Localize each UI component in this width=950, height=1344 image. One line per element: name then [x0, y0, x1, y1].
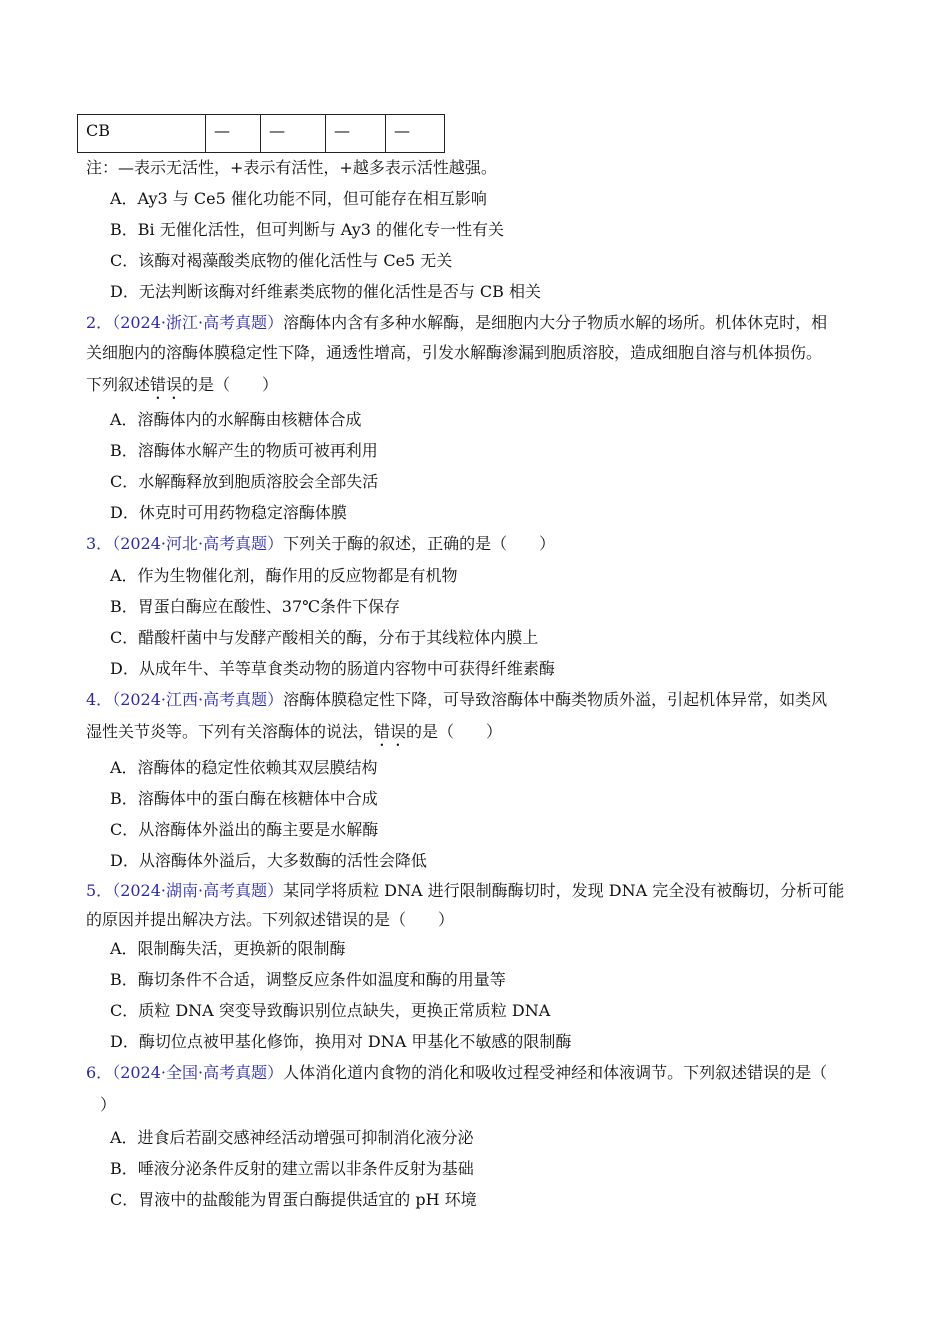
q4-stem-line1	[86, 690, 827, 710]
q3-option-d: D．从成年牛、羊等草食类动物的肠道内容物中可获得纤维素酶	[110, 659, 555, 678]
q4-option-a: A．溶酶体的稳定性依赖其双层膜结构	[110, 758, 378, 777]
q4-text: 溶酶体膜稳定性下降，可导致溶酶体中酶类物质外溢，引起机体异常，如类风	[283, 690, 828, 709]
q6-stem-line2: ）	[100, 1095, 117, 1114]
q6-number: 6．	[86, 1063, 113, 1082]
q6-option-c: C．胃液中的盐酸能为胃蛋白酶提供适宜的 pH 环境	[110, 1190, 477, 1209]
q5-option-d: D．酶切位点被甲基化修饰，换用对 DNA 甲基化不敏感的限制酶	[110, 1032, 572, 1051]
q2-stem-line3	[86, 375, 278, 403]
q2-text: 溶酶体内含有多种水解酶，是细胞内大分子物质水解的场所。机体休克时，相	[283, 313, 828, 332]
q4-option-d: D．从溶酶体外溢后，大多数酶的活性会降低	[110, 851, 427, 870]
q4-source: （2024·江西·高考真题）	[112, 690, 284, 709]
q3-number: 3．	[86, 534, 113, 553]
q2-option-a: A．溶酶体内的水解酶由核糖体合成	[110, 410, 362, 429]
table-cell: —	[326, 115, 386, 153]
q6-option-a: A．进食后若副交感神经活动增强可抑制消化液分泌	[110, 1128, 474, 1147]
table-cell: —	[386, 115, 445, 153]
table-row	[78, 115, 445, 153]
q4-stem-text: 湿性关节炎等。下列有关溶酶体的说法，	[86, 722, 375, 741]
q6-stem-line1	[86, 1063, 827, 1083]
q2-stem-line1	[86, 313, 827, 333]
q4-stem-line2	[86, 722, 502, 750]
q4-option-c: C．从溶酶体外溢出的酶主要是水解酶	[110, 820, 379, 839]
q2-stem-tail: 的是（ ）	[182, 375, 279, 394]
q5-option-a: A．限制酶失活，更换新的限制酶	[110, 939, 346, 958]
table-cell: CB	[78, 115, 206, 153]
q5-stem-line2: 的原因并提出解决方法。下列叙述错误的是（ ）	[86, 910, 455, 929]
q5-number: 5．	[86, 881, 113, 900]
q6-option-b: B．唾液分泌条件反射的建立需以非条件反射为基础	[110, 1159, 474, 1178]
q2-option-d: D．休克时可用药物稳定溶酶体膜	[110, 503, 347, 522]
q3-option-c: C．醋酸杆菌中与发酵产酸相关的酶，分布于其线粒体内膜上	[110, 628, 539, 647]
q5-stem-line1	[86, 881, 844, 901]
q2-emphasis: 错误	[150, 375, 183, 394]
q2-option-c: C．水解酶释放到胞质溶胶会全部失活	[110, 472, 379, 491]
table-cell: —	[206, 115, 261, 153]
q5-option-b: B．酶切条件不合适，调整反应条件如温度和酶的用量等	[110, 970, 506, 989]
q3-stem-line1	[86, 534, 555, 554]
q5-source: （2024·湖南·高考真题）	[112, 881, 284, 900]
q3-option-b: B．胃蛋白酶应在酸性、37℃条件下保存	[110, 597, 401, 616]
q3-source: （2024·河北·高考真题）	[112, 534, 284, 553]
q3-option-a: A．作为生物催化剂，酶作用的反应物都是有机物	[110, 566, 458, 585]
q2-number: 2．	[86, 313, 113, 332]
q2-stem-text: 下列叙述	[86, 375, 151, 394]
q1-option-a: A．Ay3 与 Ce5 催化功能不同，但可能存在相互影响	[110, 189, 487, 208]
q1-option-d: D．无法判断该酶对纤维素类底物的催化活性是否与 CB 相关	[110, 282, 542, 301]
q4-number: 4．	[86, 690, 113, 709]
q3-text: 下列关于酶的叙述，正确的是（ ）	[283, 534, 556, 553]
q6-text: 人体消化道内食物的消化和吸收过程受神经和体液调节。下列叙述错误的是（	[283, 1063, 828, 1082]
q4-stem-tail: 的是（ ）	[406, 722, 503, 741]
activity-table	[77, 114, 445, 153]
q4-emphasis: 错误	[374, 722, 407, 741]
q2-source: （2024·浙江·高考真题）	[112, 313, 284, 332]
q1-option-c: C．该酶对褐藻酸类底物的催化活性与 Ce5 无关	[110, 251, 453, 270]
q2-stem-line2: 关细胞内的溶酶体膜稳定性下降，通透性增高，引发水解酶渗漏到胞质溶胶，造成细胞自溶与机体损伤。	[86, 343, 823, 362]
q5-option-c: C．质粒 DNA 突变导致酶识别位点缺失，更换正常质粒 DNA	[110, 1001, 551, 1020]
q2-option-b: B．溶酶体水解产生的物质可被再利用	[110, 441, 378, 460]
table-cell: —	[261, 115, 326, 153]
q4-option-b: B．溶酶体中的蛋白酶在核糖体中合成	[110, 789, 378, 808]
table-note: 注：—表示无活性，+表示有活性，+越多表示活性越强。	[86, 158, 497, 177]
q1-option-b: B．Bi 无催化活性，但可判断与 Ay3 的催化专一性有关	[110, 220, 505, 239]
q5-text: 某同学将质粒 DNA 进行限制酶酶切时，发现 DNA 完全没有被酶切，分析可能	[283, 881, 845, 900]
q6-source: （2024·全国·高考真题）	[112, 1063, 284, 1082]
